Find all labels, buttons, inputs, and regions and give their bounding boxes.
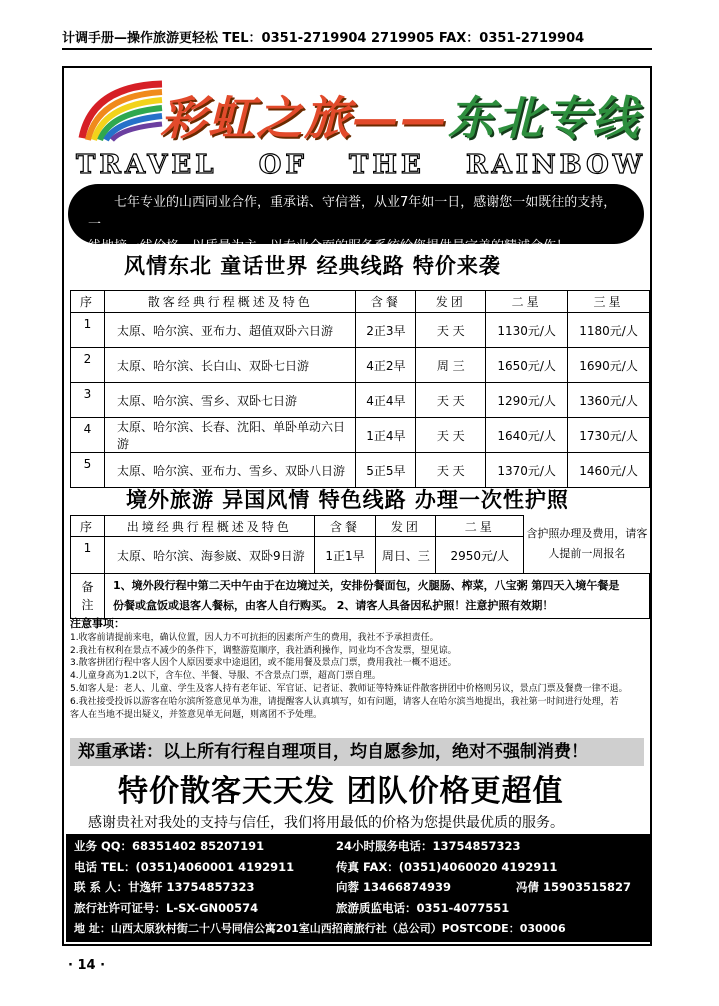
note-item: 1.收客前请提前来电，确认位置，因人力不可抗拒的因素所产生的费用，我社不予承担责任。 (70, 632, 439, 643)
row-route: 太原、哈尔滨、亚布力、雪乡、双卧八日游 (104, 453, 356, 488)
abroad-tour-table (70, 515, 650, 619)
row-two-star: 1640元/人 (486, 418, 568, 453)
notes-heading: 注意事项： (70, 617, 125, 630)
row-three-star: 1460元/人 (568, 453, 650, 488)
thanks-text: 感谢贵社对我处的支持与信任，我们将用最低的价格为您提供最优质的服务。 (88, 815, 564, 831)
contact-fengqian: 冯倩 15903515827 (516, 880, 632, 894)
row-meals: 5正5早 (356, 453, 416, 488)
row-three-star: 1690元/人 (568, 348, 650, 383)
row-two-star: 2950元/人 (436, 537, 524, 574)
domestic-tour-table (70, 290, 650, 488)
row-no: 1 (71, 537, 105, 574)
remarks-row (71, 574, 650, 619)
intro-line-1: 七年专业的山西同业合作，重承诺、守信誉，从业7年如一日，感谢您一如既往的支持，一 (88, 195, 617, 232)
page-header (62, 24, 652, 50)
table-header-row (71, 516, 650, 537)
subtitle-word: THE (349, 150, 425, 180)
row-two-star: 1130元/人 (486, 313, 568, 348)
row-departure: 天 天 (416, 418, 486, 453)
row-meals: 4正4早 (356, 383, 416, 418)
title-part-1: 彩虹之旅 (160, 91, 352, 145)
telephone: 电话 TEL：(0351)4060001 4192911 (74, 860, 295, 874)
subtitle-word: OF (258, 150, 308, 180)
business-qq: 业务 QQ：68351402 85207191 (74, 839, 265, 853)
row-route: 太原、哈尔滨、亚布力、超值双卧六日游 (104, 313, 356, 348)
row-departure: 天 天 (416, 383, 486, 418)
supervision-phone: 旅游质监电话：0351-4077551 (336, 901, 510, 915)
col-header-no: 序 (71, 516, 105, 537)
header-text: 计调手册—操作旅游更轻松 TEL：0351-2719904 2719905 FAX：0351-2719904 (62, 31, 585, 46)
table-row (71, 418, 650, 453)
contact-person: 联 系 人：甘逸轩 13754857323 (74, 880, 255, 894)
title-dash: —— (352, 91, 448, 145)
domestic-section-title: 风情东北 童话世界 经典线路 特价来袭 (124, 254, 501, 278)
table-row (71, 313, 650, 348)
promise-banner: 郑重承诺：以上所有行程自理项目，均自愿参加，绝对不强制消费！ (70, 738, 644, 766)
row-no: 4 (71, 418, 105, 453)
note-item: 4.儿童身高为1.2以下，含车位、半餐、导服、不含景点门票，超高门票自理。 (70, 671, 381, 682)
page-number: · 14 · (68, 958, 106, 973)
col-header-departure: 发团 (376, 516, 436, 537)
row-three-star: 1360元/人 (568, 383, 650, 418)
note-item: 3.散客拼团行程中客人因个人原因要求中途退团，或不能用餐及景点门票，费用我社一概不退还。 (70, 658, 457, 669)
col-header-two-star: 二星 (436, 516, 524, 537)
remarks-label-2: 注 (81, 598, 94, 612)
col-header-route: 出境经典行程概述及特色 (104, 516, 314, 537)
intro-line-2: 线地接一线价格，以质量为主，以专业全面的服务系统给您提供最完美的精诚合作！ (88, 239, 570, 254)
remarks-line-2: 份餐或盒饭或退客人餐标，由客人自行购买。 2、请客人具备因私护照！注意护照有效期！ (112, 599, 554, 612)
service-hotline: 24小时服务电话：13754857323 (336, 839, 521, 853)
col-header-two-star: 二星 (486, 291, 568, 313)
row-meals: 2正3早 (356, 313, 416, 348)
table-row (71, 383, 650, 418)
row-departure: 天 天 (416, 313, 486, 348)
row-route: 太原、哈尔滨、长白山、双卧七日游 (104, 348, 356, 383)
row-two-star: 1290元/人 (486, 383, 568, 418)
row-no: 3 (71, 383, 105, 418)
row-no: 5 (71, 453, 105, 488)
intro-box (68, 184, 644, 254)
note-item: 客人在当地不提出疑义，并签意见单无问题，则离团不予处理。 (70, 709, 323, 720)
contact-box (66, 834, 650, 942)
col-header-route: 散客经典行程概述及特色 (104, 291, 356, 313)
note-item: 5.如客人是：老人、儿童、学生及客人持有老年证、军官证、记者证、教师证等特殊证件散客拼团中价格则另议，景点门票及餐费一律不退。 (70, 683, 628, 694)
table-row (71, 453, 650, 488)
col-header-meals: 含餐 (356, 291, 416, 313)
row-meals: 1正4早 (356, 418, 416, 453)
row-route: 太原、哈尔滨、雪乡、双卧七日游 (104, 383, 356, 418)
address: 地 址：山西太原狄村街二十八号同信公寓201室山西招商旅行社（总公司）POSTCODE：030006 (74, 922, 566, 935)
row-meals: 1正1早 (314, 537, 376, 574)
row-departure: 周日、三 (376, 537, 436, 574)
remarks-label (71, 574, 105, 619)
col-header-three-star: 三星 (568, 291, 650, 313)
row-no: 1 (71, 313, 105, 348)
table-header-row (71, 291, 650, 313)
row-route: 太原、哈尔滨、海参崴、双卧9日游 (104, 537, 314, 574)
row-two-star: 1370元/人 (486, 453, 568, 488)
license-number: 旅行社许可证号：L-SX-GN00574 (74, 901, 259, 915)
notes-section (70, 618, 650, 721)
row-three-star: 1180元/人 (568, 313, 650, 348)
table-row (71, 348, 650, 383)
col-header-meals: 含餐 (314, 516, 376, 537)
note-item: 6.我社接受投诉以游客在哈尔滨所签意见单为准，请提醒客人认真填写，如有问题，请客人在哈尔滨当地提出，我社第一时间进行处理，若 (70, 696, 619, 707)
col-header-no: 序 (71, 291, 105, 313)
price-slogan: 特价散客天天发 团队价格更超值 (118, 774, 564, 809)
remarks-line-1: 1、境外段行程中第二天中午由于在边境过关，安排份餐面包，火腿肠、榨菜，八宝粥 第四天入境午餐是 (112, 579, 620, 592)
row-route: 太原、哈尔滨、长春、沈阳、单卧单动六日游 (104, 418, 356, 453)
subtitle-travel-of-the-rainbow (76, 150, 646, 182)
note-item: 2.我社有权利在景点不减少的条件下，调整游览顺序，我社酒利操作，同业均不含发票，望见谅。 (70, 645, 457, 656)
title-part-2: 东北专线 (448, 91, 640, 145)
row-departure: 天 天 (416, 453, 486, 488)
subtitle-word: TRAVEL (76, 150, 218, 180)
abroad-section-title: 境外旅游 异国风情 特色线路 办理一次性护照 (126, 488, 569, 512)
subtitle-word: RAINBOW (465, 150, 646, 180)
row-departure: 周 三 (416, 348, 486, 383)
row-three-star: 1730元/人 (568, 418, 650, 453)
passport-note: 含护照办理及费用，请客人提前一周报名 (524, 516, 650, 574)
col-header-departure: 发团 (416, 291, 486, 313)
row-two-star: 1650元/人 (486, 348, 568, 383)
fax: 传真 FAX：(0351)4060020 4192911 (336, 860, 558, 874)
main-title (160, 82, 650, 144)
remarks-label-1: 备 (81, 580, 94, 594)
remarks-text (104, 574, 649, 619)
contact-xiangrong: 向蓉 13466874939 (336, 880, 452, 894)
row-meals: 4正2早 (356, 348, 416, 383)
row-no: 2 (71, 348, 105, 383)
rainbow-logo-icon (72, 78, 167, 146)
